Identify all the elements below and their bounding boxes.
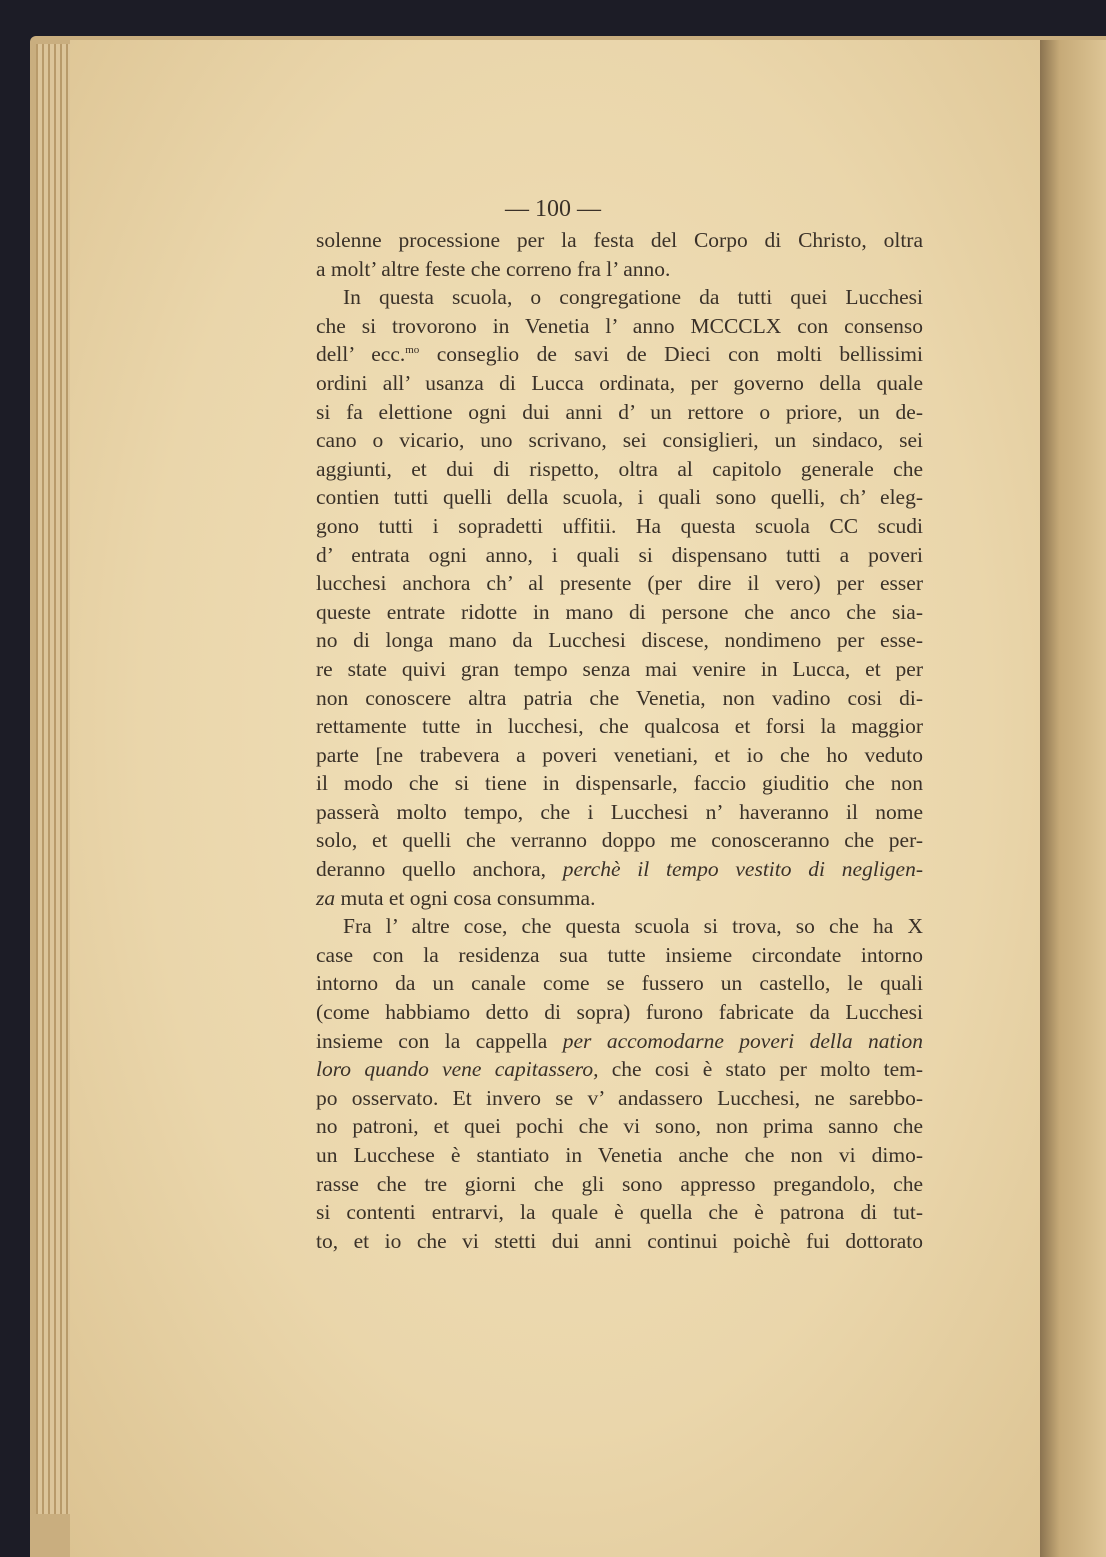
text-line — [316, 1170, 923, 1199]
text-segment: no di longa mano da Lucchesi discese, nondimeno per esse- — [316, 628, 923, 653]
text-line — [316, 855, 923, 884]
book-gutter — [1040, 40, 1106, 1557]
text-line — [316, 340, 923, 369]
text-line — [316, 226, 923, 255]
text-segment: intorno da un canale come se fussero un castello, le quali — [316, 971, 923, 996]
text-segment: solo, et quelli che verranno doppo me conosceranno che per- — [316, 828, 923, 853]
text-line — [316, 884, 923, 913]
text-line — [316, 912, 923, 941]
text-segment: che cosi è stato per molto tem- — [598, 1057, 923, 1082]
text-line — [316, 1198, 923, 1227]
text-segment: passerà molto tempo, che i Lucchesi n’ haveranno il nome — [316, 799, 923, 824]
text-line — [316, 741, 923, 770]
italic-text: per accomodarne poveri della nation — [562, 1028, 923, 1053]
text-segment: gono tutti i sopradetti uffitii. Ha questa scuola CC scudi — [316, 513, 923, 538]
text-line — [316, 626, 923, 655]
text-line — [316, 969, 923, 998]
italic-text: za — [316, 885, 336, 910]
text-line — [316, 283, 923, 312]
page-number: — 100 — — [505, 196, 601, 222]
superscript-text: mo — [405, 344, 420, 357]
text-segment: un Lucchese è stantiato in Venetia anche che non vi dimo- — [316, 1143, 923, 1167]
text-segment: aggiunti, et dui di rispetto, oltra al capitolo generale che — [316, 456, 923, 481]
text-segment: si contenti entrarvi, la quale è quella che è patrona di tut- — [316, 1200, 923, 1225]
text-segment: to, et io che vi stetti dui anni continui poichè fui dottorato — [316, 1228, 923, 1253]
text-line — [316, 1227, 923, 1256]
text-line — [316, 255, 923, 284]
body-text — [316, 226, 923, 1255]
text-segment: dell’ ecc. — [316, 342, 406, 367]
text-segment: In questa scuola, o congregatione da tutti quei Lucchesi — [343, 285, 923, 310]
text-segment: (come habbiamo detto di sopra) furono fabricate da Lucchesi — [316, 1000, 923, 1025]
text-segment: contien tutti quelli della scuola, i quali sono quelli, ch’ eleg- — [316, 485, 923, 510]
text-line — [316, 598, 923, 627]
text-line — [316, 312, 923, 341]
text-segment: re state quivi gran tempo senza mai venire in Lucca, et per — [316, 656, 923, 681]
text-segment: Fra l’ altre cose, che questa scuola si trova, so che ha X — [343, 914, 923, 939]
text-line — [316, 398, 923, 427]
text-segment: non conoscere altra patria che Venetia, non vadino cosi di- — [316, 685, 923, 710]
text-line — [316, 1141, 923, 1170]
text-segment: rasse che tre giorni che gli sono appresso pregandolo, che — [316, 1171, 923, 1196]
text-line — [316, 569, 923, 598]
text-line — [316, 684, 923, 713]
text-line — [316, 369, 923, 398]
text-line — [316, 712, 923, 741]
text-line — [316, 426, 923, 455]
text-segment: conseglio de savi de Dieci con molti bellissimi — [419, 342, 924, 367]
text-line — [316, 1084, 923, 1113]
text-segment: solenne processione per la festa del Corpo di Christo, oltra — [316, 228, 923, 252]
text-segment: no patroni, et quei pochi che vi sono, non prima sanno che — [316, 1114, 923, 1139]
text-segment: case con la residenza sua tutte insieme circondate intorno — [316, 942, 923, 967]
text-line — [316, 769, 923, 798]
text-segment: ordini all’ usanza di Lucca ordinata, per governo della quale — [316, 370, 923, 395]
text-segment: il modo che si tiene in dispensarle, faccio giuditio che non — [316, 771, 923, 796]
text-segment: queste entrate ridotte in mano di persone che anco che sia- — [316, 599, 923, 624]
text-line — [316, 455, 923, 484]
italic-text: loro quando vene capitassero, — [316, 1057, 599, 1082]
text-line — [316, 1027, 923, 1056]
text-segment: che si trovorono in Venetia l’ anno MCCCLX con consenso — [316, 313, 923, 338]
text-line — [316, 998, 923, 1027]
text-line — [316, 541, 923, 570]
text-line — [316, 798, 923, 827]
text-segment: a molt’ altre feste che correno fra l’ anno. — [316, 256, 671, 281]
text-segment: parte [ne trabevera a poveri venetiani, et io che ho veduto — [316, 742, 923, 767]
text-segment: cano o vicario, uno scrivano, sei consiglieri, un sindaco, sei — [316, 428, 923, 453]
text-line — [316, 1055, 923, 1084]
text-segment: deranno quello anchora, — [316, 857, 563, 882]
text-segment: muta et ogni cosa consumma. — [335, 885, 596, 910]
text-segment: d’ entrata ogni anno, i quali si dispensano tutti a poveri — [316, 542, 923, 567]
text-segment: rettamente tutte in lucchesi, che qualcosa et forsi la maggior — [316, 714, 923, 739]
text-line — [316, 941, 923, 970]
text-segment: si fa elettione ogni dui anni d’ un rettore o priore, un de- — [316, 399, 923, 424]
text-segment: po osservato. Et invero se v’ andassero Lucchesi, ne sarebbo- — [316, 1085, 923, 1110]
italic-text: perchè il tempo vestito di negligen- — [562, 857, 923, 882]
text-line — [316, 826, 923, 855]
text-line — [316, 483, 923, 512]
text-segment: lucchesi anchora ch’ al presente (per dire il vero) per esser — [316, 571, 923, 596]
text-line — [316, 512, 923, 541]
text-line — [316, 1112, 923, 1141]
text-line — [316, 655, 923, 684]
text-segment: insieme con la cappella — [316, 1028, 563, 1053]
